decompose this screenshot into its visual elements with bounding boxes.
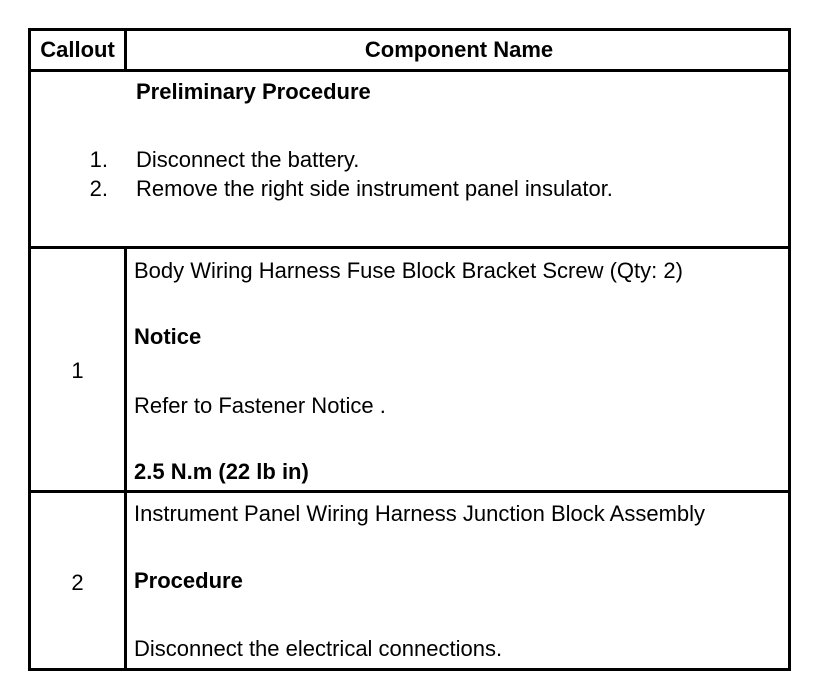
procedure-table xyxy=(28,28,791,671)
row-2-component: Instrument Panel Wiring Harness Junction Block Assembly xyxy=(134,501,706,526)
component-name-header: Component Name xyxy=(364,37,554,62)
row-1-callout: 1 xyxy=(71,358,84,383)
step-1-text: Disconnect the battery. xyxy=(136,147,360,172)
row-2-callout: 2 xyxy=(71,570,84,595)
row-1-section-title: Notice xyxy=(134,324,202,349)
row-1-section-text: Refer to Fastener Notice . xyxy=(134,393,386,418)
step-2-number: 2. xyxy=(89,176,108,201)
header-row-divider xyxy=(31,69,788,72)
rows-column-divider xyxy=(124,249,127,668)
row-2-section-text: Disconnect the electrical connections. xyxy=(134,636,503,661)
row-1-component: Body Wiring Harness Fuse Block Bracket Screw (Qty: 2) xyxy=(134,258,683,283)
step-1-number: 1. xyxy=(89,147,108,172)
row-2-section-title: Procedure xyxy=(134,568,243,593)
step-2-text: Remove the right side instrument panel insulator. xyxy=(136,176,613,201)
preliminary-title: Preliminary Procedure xyxy=(136,79,371,104)
preliminary-row-divider xyxy=(31,246,788,249)
row-1-torque-spec: 2.5 N.m (22 lb in) xyxy=(134,459,309,484)
callout-header: Callout xyxy=(40,37,115,62)
row-1-divider xyxy=(31,490,788,493)
